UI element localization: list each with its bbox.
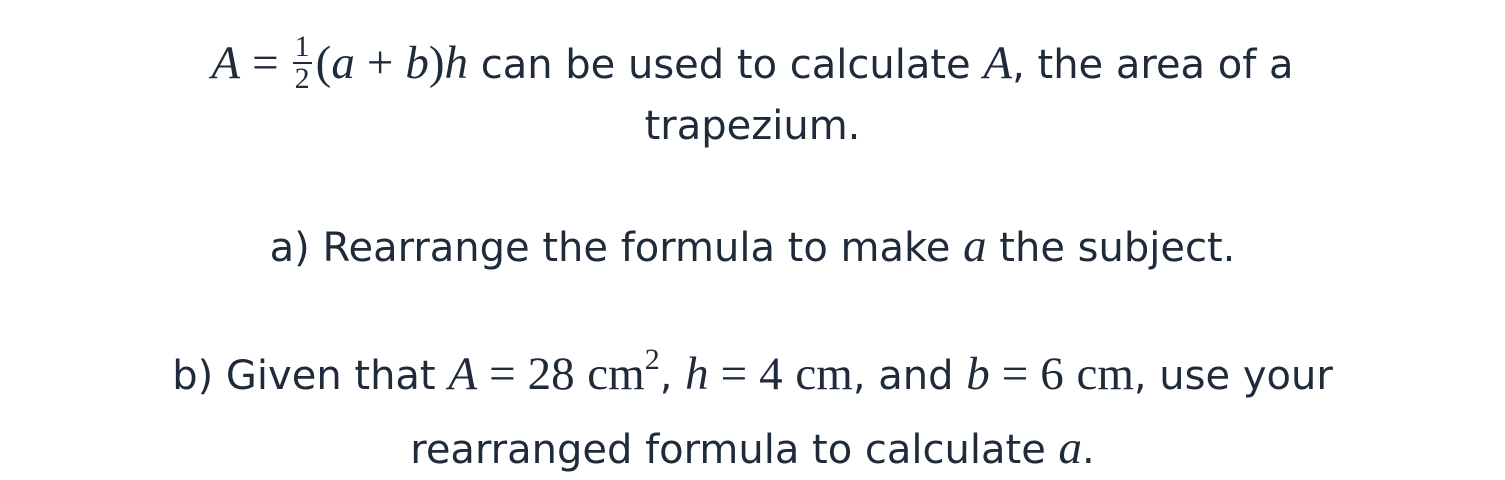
fraction-numerator: 1 — [294, 30, 310, 63]
value-6: 6 — [1040, 348, 1064, 400]
part-b-line2-text: rearranged formula to calculate — [410, 427, 1059, 473]
intro-line-2: trapezium. — [644, 103, 861, 149]
math-b: b — [966, 348, 990, 400]
math-A-area: A — [983, 37, 1013, 89]
part-a-question — [0, 220, 1505, 274]
math-a: a — [331, 37, 355, 89]
math-h: h — [444, 37, 468, 89]
part-a-text-1: a) Rearrange the formula to make — [269, 225, 964, 271]
intro-text-2: , the area of a — [1012, 42, 1294, 88]
math-close-paren: ) — [428, 37, 445, 89]
math-h: h — [685, 348, 709, 400]
unit-cm: cm — [587, 348, 645, 400]
math-A: A — [448, 348, 478, 400]
part-b-question-line-2 — [0, 422, 1505, 476]
part-b-text-1: b) Given that — [172, 353, 449, 399]
fraction-denominator: 2 — [294, 62, 310, 95]
value-4: 4 — [759, 348, 783, 400]
math-open-paren: ( — [315, 37, 332, 89]
math-equals: = — [489, 348, 516, 400]
math-b: b — [405, 37, 429, 89]
part-a-text-2: the subject. — [986, 225, 1236, 271]
math-plus: + — [366, 37, 394, 89]
math-equals: = — [1001, 348, 1029, 400]
unit-cm: cm — [1076, 348, 1134, 400]
math-A: A — [211, 37, 241, 89]
math-a: a — [1058, 422, 1083, 474]
part-b-question-line-1 — [0, 343, 1505, 402]
separator-2: , and — [852, 353, 967, 399]
separator-1: , — [659, 353, 686, 399]
part-b-end: . — [1082, 427, 1095, 473]
fraction-one-half — [293, 32, 312, 94]
value-28: 28 — [527, 348, 575, 400]
intro-text-1: can be used to calculate — [467, 42, 984, 88]
intro-line-1 — [0, 30, 1505, 98]
math-a: a — [963, 220, 987, 272]
part-b-text-2: , use your — [1133, 353, 1333, 399]
math-equals: = — [720, 348, 748, 400]
math-equals: = — [252, 37, 279, 89]
exponent-2: 2 — [644, 343, 660, 376]
unit-cm: cm — [795, 348, 853, 400]
